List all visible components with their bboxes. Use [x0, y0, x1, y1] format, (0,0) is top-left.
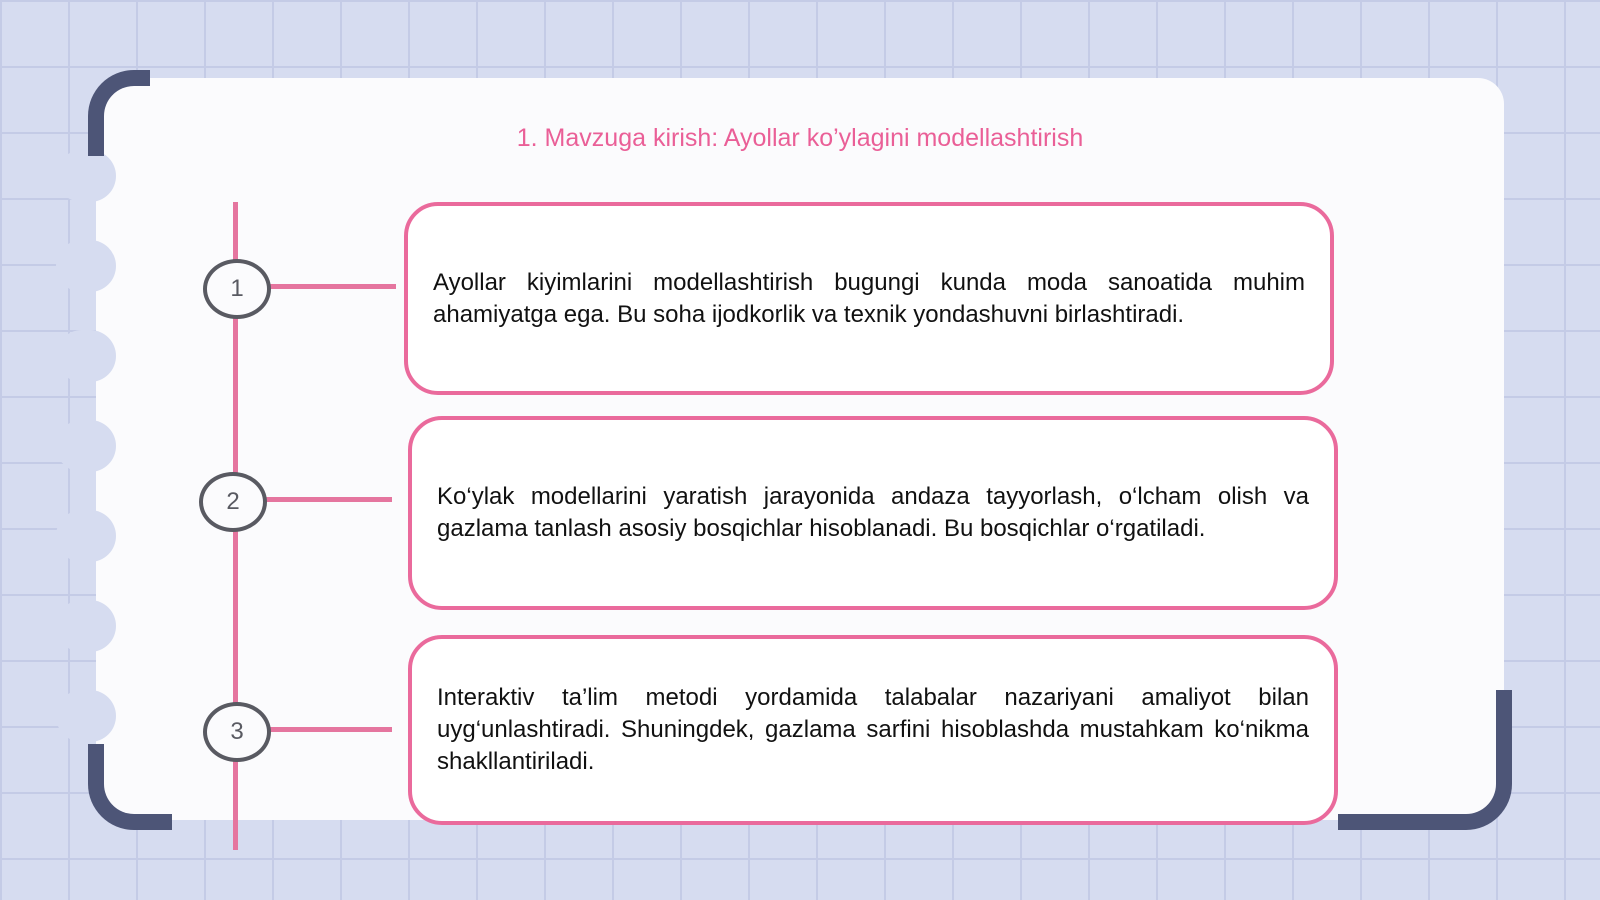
step-card [408, 416, 1338, 610]
step-text: Ko‘ylak modellarini yaratish jarayonida andaza tayyorlash, o‘lcham olish va gazlama tanlash asosiy bosqichlar hisoblanadi. Bu bosqichlar o‘rgatiladi. [437, 483, 1309, 542]
step-card [408, 635, 1338, 825]
step-number: 3 [230, 718, 244, 745]
step-number: 2 [226, 488, 240, 515]
step-number-badge [203, 259, 271, 319]
step-number-badge [203, 702, 271, 762]
step-card [404, 202, 1334, 395]
step-connector [266, 284, 396, 289]
step-text: Interaktiv ta’lim metodi yordamida talabalar nazariyani amaliyot bilan uyg‘unlashtiradi. Shuningdek, gazlama sarfini hisoblashda mustahkam ko‘nikma shakllantiriladi. [437, 684, 1309, 775]
slide-title: 1. Mavzuga kirish: Ayollar ko’ylagini modellashtirish [516, 124, 1084, 152]
corner-bracket-top-left [88, 70, 150, 156]
step-connector [262, 497, 392, 502]
binder-hole [56, 600, 116, 652]
step-text: Ayollar kiyimlarini modellashtirish bugungi kunda moda sanoatida muhim ahamiyatga ega. Bu soha ijodkorlik va texnik yondashuvni birlashtiradi. [433, 268, 1305, 328]
step-connector [266, 727, 392, 732]
binder-hole [56, 420, 116, 472]
binder-hole [56, 240, 116, 292]
corner-bracket-bottom-left [88, 744, 172, 830]
corner-bracket-bottom-right [1338, 690, 1512, 830]
step-number: 1 [230, 275, 244, 302]
binder-hole [56, 330, 116, 382]
step-number-badge [199, 472, 267, 532]
binder-hole [56, 690, 116, 742]
binder-hole [56, 510, 116, 562]
binder-hole [56, 150, 116, 202]
